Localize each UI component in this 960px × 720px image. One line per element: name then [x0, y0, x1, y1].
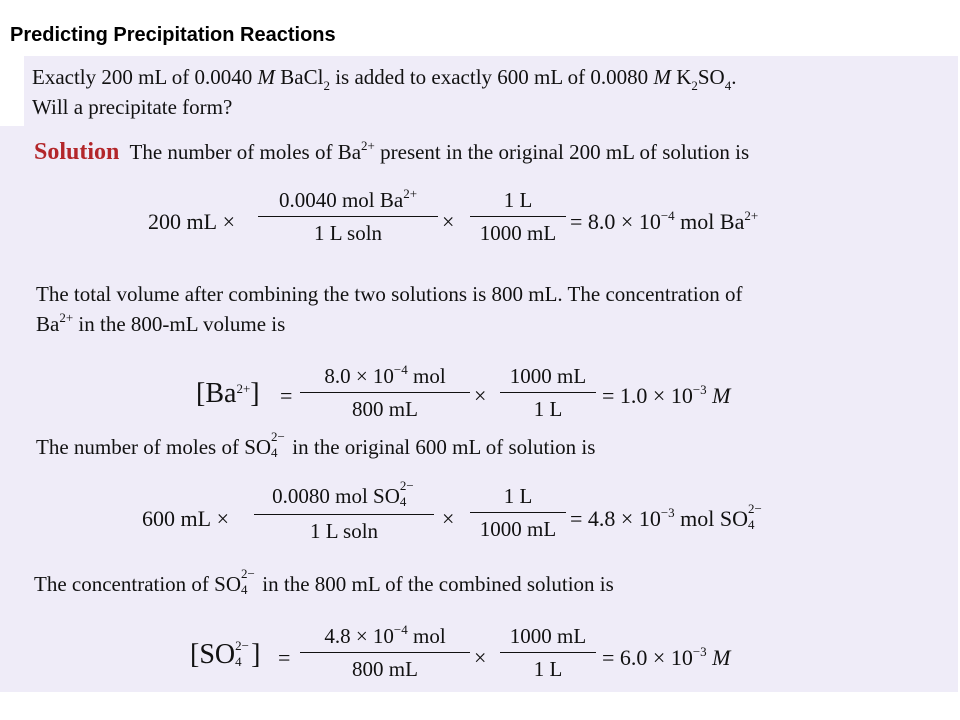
eq2-fraction-1: $8.0 \times 10^{-4}$ mol 800 mL	[300, 366, 470, 420]
eq4-fraction-1: $4.8 \times 10^{-4}$ mol 800 mL	[300, 626, 470, 680]
eq2-lhs: $[Ba^{2+}]$	[196, 378, 260, 409]
problem-line-2: Will a precipitate form?	[32, 95, 233, 119]
eq4-lhs: [SO 2− 4 ]	[190, 638, 261, 670]
eq4-times: ×	[474, 645, 487, 670]
solution-intro: Solution The number of moles of $Ba^{2+}$ present in the original 200 mL of solution is	[34, 138, 750, 165]
eq3-fraction-2: 1 L 1000 mL	[470, 486, 566, 540]
eq1-left: 200 mL ×	[148, 209, 235, 234]
eq2-result: = $1.0 \times 10^{-3}$ M	[602, 382, 731, 408]
eq4-fraction-2: 1000 mL 1 L	[500, 626, 596, 680]
para3: The number of moles of SO 2− 4 in the original 600 mL of solution is	[36, 429, 596, 460]
para2-line-1: The total volume after combining the two solutions is 800 mL. The concentration of	[36, 282, 743, 306]
eq1-fraction-2: 1 L 1000 mL	[470, 190, 566, 244]
eq1-fraction-1: 0.0040 mol $Ba^{2+}$ 1 L soln	[258, 190, 438, 244]
eq2-times: ×	[474, 383, 487, 408]
page-title: Predicting Precipitation Reactions	[10, 24, 336, 46]
eq1-times: ×	[442, 209, 455, 234]
eq3-fraction-1: 0.0080 mol SO 2− 4 1 L soln	[254, 486, 434, 542]
problem-line-1: Exactly 200 mL of 0.0040 M BaCl$_2$ is added to exactly 600 mL of 0.0080 M $K_2SO_4$.	[32, 65, 737, 93]
eq4-equals: =	[278, 645, 291, 670]
para2-line-2: $Ba^{2+}$ in the 800-mL volume is	[36, 310, 286, 336]
eq3-left: 600 mL ×	[142, 506, 229, 531]
eq3-times: ×	[442, 506, 455, 531]
eq3-result: = $4.8 \times 10^{-3}$ mol SO 2− 4	[570, 501, 762, 532]
solution-label: Solution	[34, 139, 120, 165]
eq2-fraction-2: 1000 mL 1 L	[500, 366, 596, 420]
para4: The concentration of SO 2− 4 in the 800 mL of the combined solution is	[34, 566, 614, 597]
eq2-equals: =	[280, 383, 293, 408]
eq4-result: = $6.0 \times 10^{-3}$ M	[602, 644, 731, 670]
eq1-result: = $8.0 \times 10^{-4}$ mol $Ba^{2+}$	[570, 208, 759, 234]
